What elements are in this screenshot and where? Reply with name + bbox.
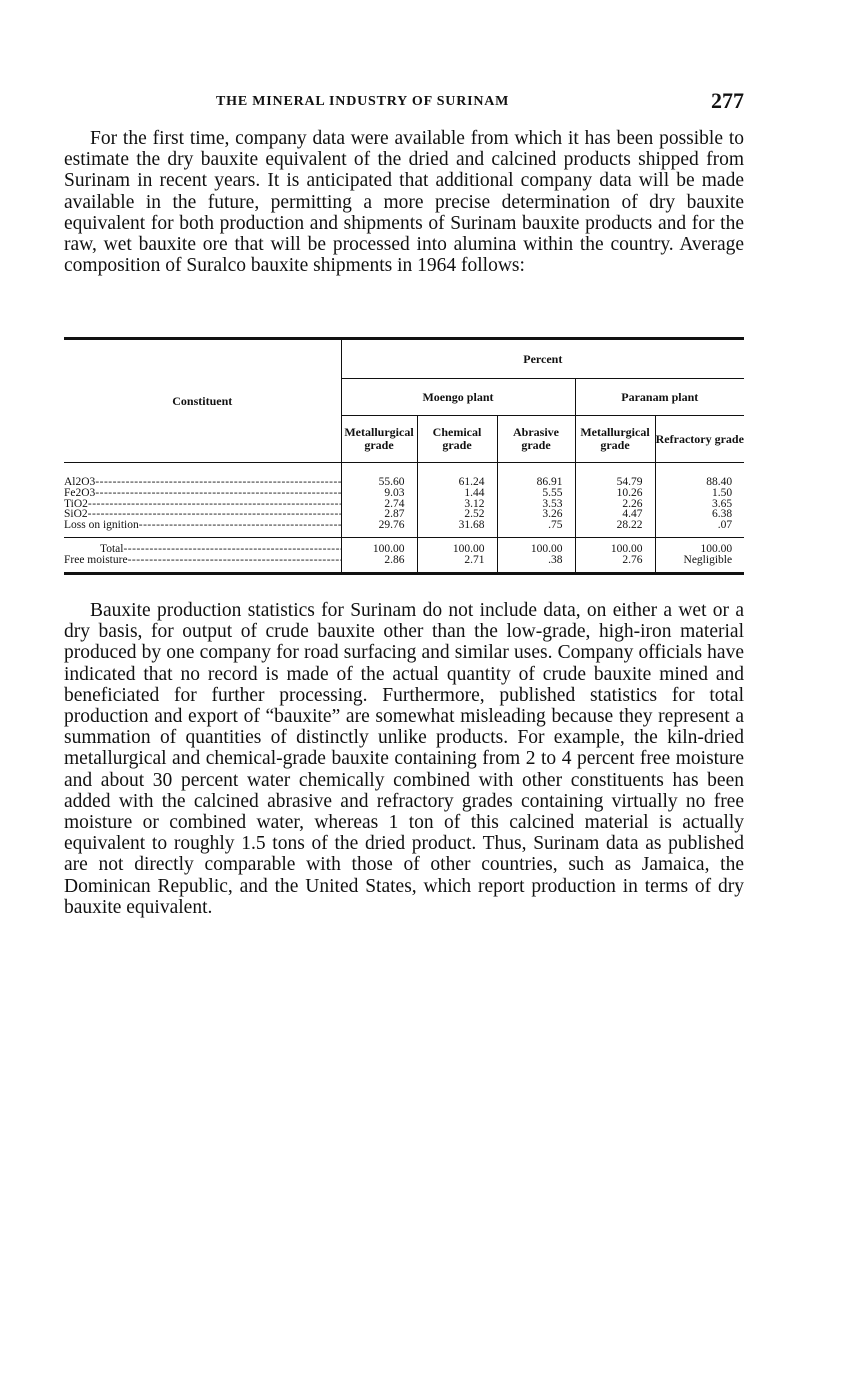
header-percent: Percent — [341, 339, 744, 379]
col-paranam-refractory-total — [655, 537, 744, 573]
row-label-al2o3: Al2O3 ----- — [64, 477, 341, 488]
intro-paragraph — [64, 128, 744, 276]
header-moengo-abrasive: Abrasive grade — [497, 416, 575, 463]
col-moengo-chemical — [417, 463, 497, 538]
table-cell: 2.26 — [622, 497, 643, 510]
table-cell: 100.00 — [372, 542, 405, 555]
table-cell: 3.26 — [542, 508, 563, 521]
table-cell: 54.79 — [616, 476, 643, 488]
table-cell: 55.60 — [378, 476, 405, 488]
table-cell: 100.00 — [700, 542, 733, 555]
closing-paragraph — [64, 600, 744, 918]
table-cell: 29.76 — [378, 519, 405, 532]
table-cell: .07 — [717, 519, 733, 532]
composition-table — [64, 337, 744, 575]
table-cell: 100.00 — [452, 542, 485, 555]
col-paranam-metallurgical-total — [575, 537, 655, 573]
table-cell: 6.38 — [711, 508, 733, 521]
total-labels — [64, 537, 341, 573]
col-moengo-metallurgical-total — [341, 537, 417, 573]
row-label-fe2o3: Fe2O3 ----- — [64, 488, 341, 499]
table-cell: 88.40 — [706, 476, 733, 488]
table-cell: 4.47 — [622, 508, 643, 521]
intro-text: For the first time, company data were available from which it has been possible to estimate the dry bauxite equivalent of the dried and calcined products shipped from Surinam in recent years. It is anticipated that additional company data will be made available in the future, permitting a more precise determination of dry bauxite equivalent for both production and shipments of Surinam bauxite products and for the raw, wet bauxite ore that will be processed into alumina within the country. Average composition of Suralco bauxite shipments in 1964 follows: — [64, 128, 744, 277]
table-body-row — [64, 463, 744, 538]
table-cell: 61.24 — [458, 476, 485, 488]
table-cell: 5.55 — [542, 486, 563, 499]
table-cell: Negligible — [683, 553, 733, 566]
page-header — [68, 88, 744, 118]
row-label-free-moisture: Free moisture ----- — [64, 555, 341, 566]
table-cell: 2.52 — [464, 508, 485, 521]
table-cell: 1.44 — [464, 486, 485, 499]
table-cell: .38 — [548, 553, 563, 566]
header-paranam-plant: Paranam plant — [575, 379, 744, 416]
header-moengo-plant: Moengo plant — [341, 379, 575, 416]
running-title: THE MINERAL INDUSTRY OF SURINAM — [216, 94, 510, 109]
col-paranam-refractory — [655, 463, 744, 538]
row-label-sio2: SiO2 ----- — [64, 509, 341, 520]
constituent-labels — [64, 463, 341, 538]
table-cell: 31.68 — [458, 519, 485, 532]
col-moengo-abrasive-total — [497, 537, 575, 573]
table-cell: 100.00 — [530, 542, 563, 555]
col-moengo-abrasive — [497, 463, 575, 538]
row-label-total: Total ----- — [64, 544, 341, 555]
header-constituent: Constituent — [64, 339, 341, 463]
header-paranam-refractory: Refractory grade — [655, 416, 744, 463]
col-moengo-chemical-total — [417, 537, 497, 573]
table-cell: 2.87 — [384, 508, 405, 521]
table-cell: 3.65 — [711, 497, 733, 510]
header-moengo-metallurgical: Metallurgical grade — [341, 416, 417, 463]
table-cell: 2.86 — [384, 553, 405, 566]
header-paranam-metallurgical: Metallurgical grade — [575, 416, 655, 463]
col-paranam-metallurgical — [575, 463, 655, 538]
table-cell: 9.03 — [384, 486, 405, 499]
table-cell: 3.53 — [542, 497, 563, 510]
table-cell: 100.00 — [610, 542, 643, 555]
table-cell: 10.26 — [616, 486, 643, 499]
header-moengo-chemical: Chemical grade — [417, 416, 497, 463]
table-cell: 86.91 — [536, 476, 563, 488]
page-number: 277 — [711, 88, 744, 113]
table-total-row — [64, 537, 744, 573]
closing-text: Bauxite production statistics for Surinam do not include data, on either a wet or a dry basis, for output of crude bauxite other than the low-grade, high-iron material produced by one company for road surfacing and similar uses. Company officials have indicated that no record is made of the actual quantity of crude bauxite mined and beneficiated for further processing. Furthermore, published statistics for total production and export of “bauxite” are somewhat misleading because they represent a summation of quantities of distinctly unlike products. For example, the kiln-dried metallurgical and chemical-grade bauxite containing from 2 to 4 percent free moisture and about 30 percent water chemically combined with other constituents has been added with the calcined abrasive and refractory grades containing virtually no free moisture or combined water, whereas 1 ton of this calcined material is actually equivalent to roughly 1.5 tons of the dried product. Thus, Surinam data as published are not directly comparable with those of other countries, such as Jamaica, the Dominican Republic, and the United States, which report production in terms of dry bauxite equivalent. — [64, 600, 744, 918]
table-cell: 2.74 — [384, 497, 405, 510]
table-cell: 3.12 — [464, 497, 485, 510]
table-cell: 2.76 — [622, 553, 643, 566]
col-moengo-metallurgical — [341, 463, 417, 538]
row-label-tio2: TiO2 ----- — [64, 499, 341, 510]
table-cell: .75 — [548, 519, 563, 532]
table-cell: 1.50 — [711, 486, 733, 499]
row-label-loss-on-ignition: Loss on ignition ----- — [64, 520, 341, 531]
composition-table-grid — [64, 337, 744, 575]
table-cell: 2.71 — [464, 553, 485, 566]
table-cell: 28.22 — [616, 519, 643, 532]
